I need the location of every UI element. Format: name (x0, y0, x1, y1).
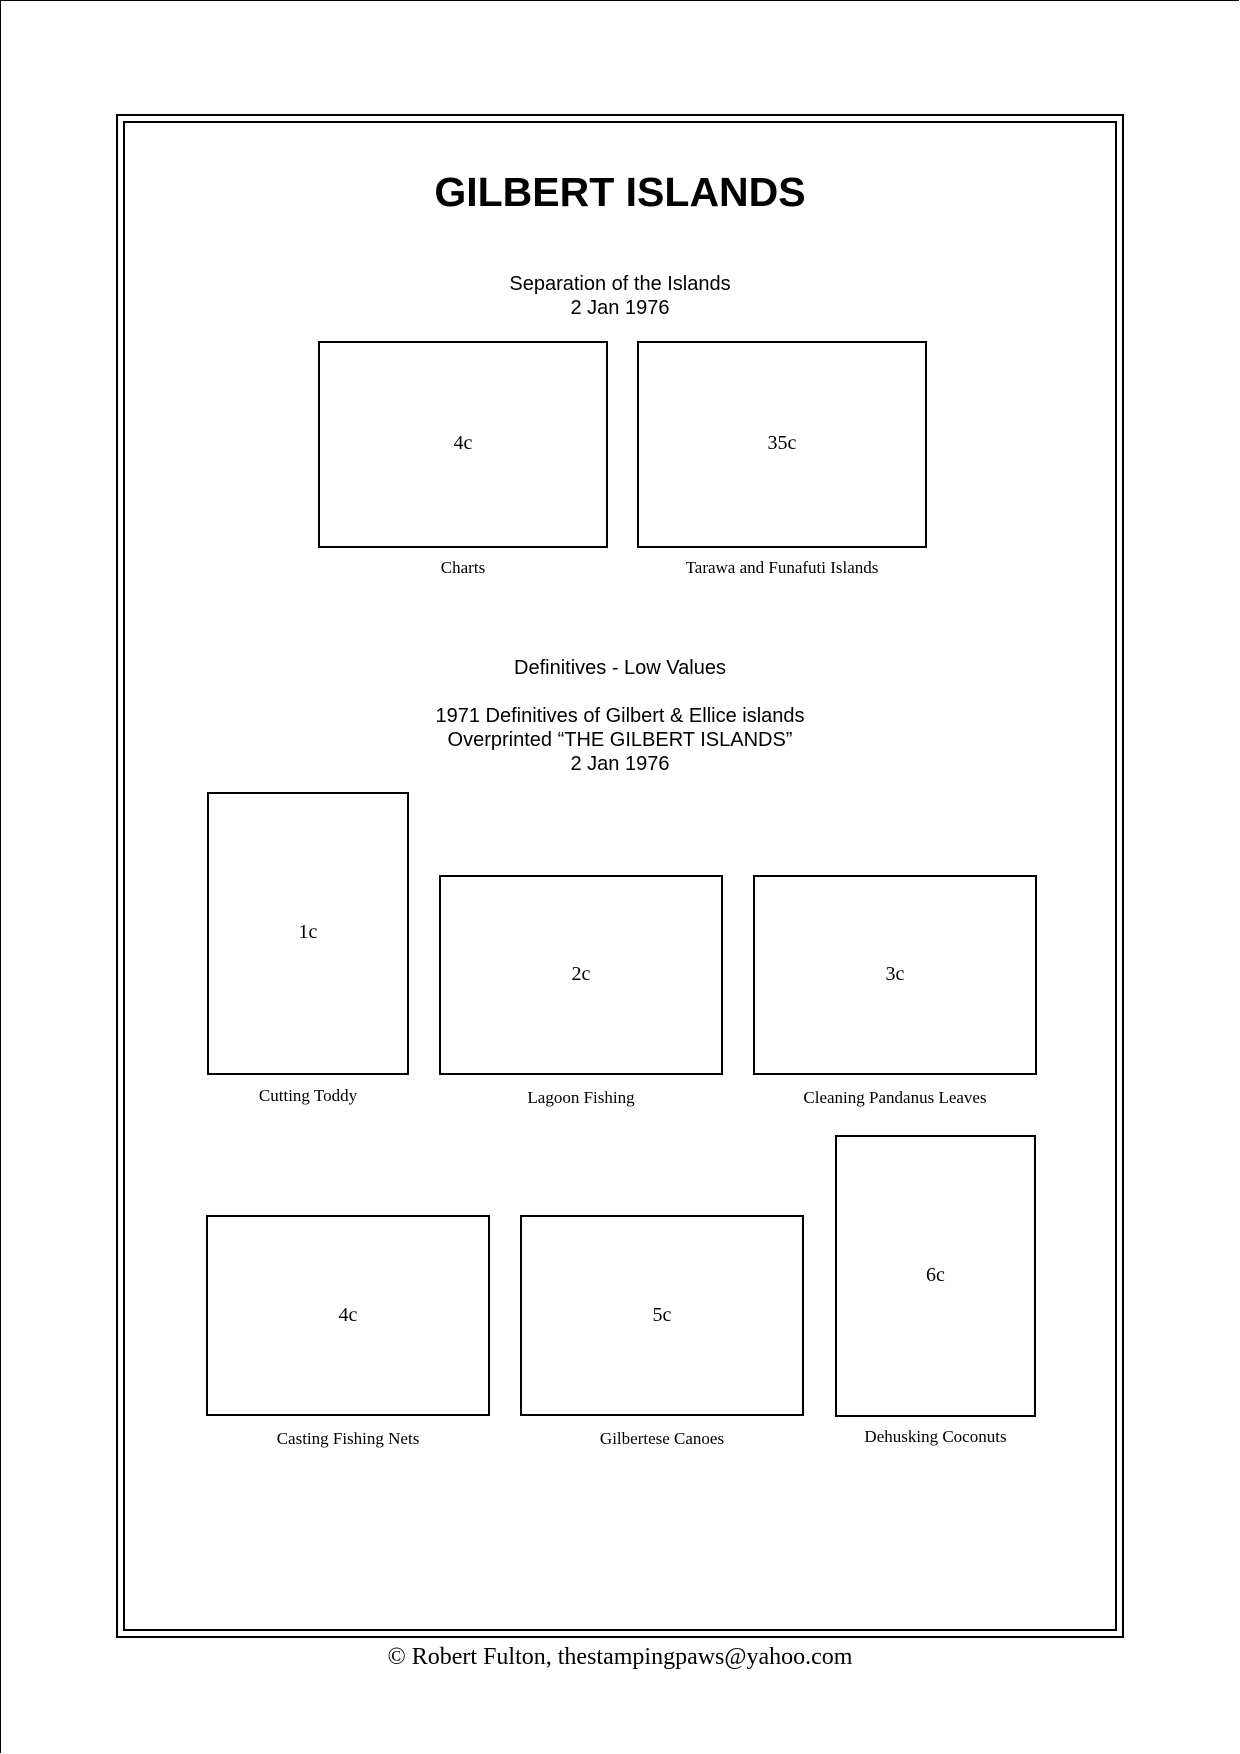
section1-heading: Separation of the Islands (509, 273, 731, 295)
stamp-mount-35c-tarawa (637, 341, 927, 548)
stamp-mount-4c-charts (318, 341, 608, 548)
stamp-caption: Tarawa and Funafuti Islands (685, 558, 879, 577)
page-title: GILBERT ISLANDS (434, 169, 806, 215)
stamp-caption: Cutting Toddy (258, 1086, 358, 1105)
stamp-value: 5c (652, 1304, 672, 1326)
stamp-mount-3c-pandanus (753, 875, 1037, 1075)
stamp-mount-2c-lagoon-fishing (439, 875, 723, 1075)
stamp-caption: Dehusking Coconuts (864, 1427, 1007, 1446)
section2-subheading-line2: Overprinted “THE GILBERT ISLANDS” (447, 729, 793, 751)
stamp-value: 4c (453, 432, 473, 454)
stamp-value: 2c (571, 963, 591, 985)
stamp-value: 35c (767, 432, 797, 454)
stamp-mount-4c-fishing-nets (206, 1215, 490, 1416)
stamp-mount-1c-cutting-toddy (207, 792, 409, 1075)
stamp-caption: Gilbertese Canoes (599, 1429, 725, 1448)
stamp-value: 3c (885, 963, 905, 985)
section2-subheading-line1: 1971 Definitives of Gilbert & Ellice islands (435, 705, 805, 727)
stamp-caption: Casting Fishing Nets (276, 1429, 420, 1448)
stamp-caption: Lagoon Fishing (527, 1088, 635, 1107)
section2-date: 2 Jan 1976 (570, 753, 670, 775)
stamp-mount-5c-canoes (520, 1215, 804, 1416)
stamp-value: 6c (926, 1264, 945, 1286)
section2-heading: Definitives - Low Values (514, 657, 726, 679)
stamp-caption: Cleaning Pandanus Leaves (803, 1088, 987, 1107)
stamp-value: 4c (338, 1304, 358, 1326)
stamp-mount-6c-coconuts (835, 1135, 1036, 1417)
stamp-caption: Charts (440, 558, 486, 577)
copyright-footer: © Robert Fulton, thestampingpaws@yahoo.com (387, 1644, 853, 1670)
stamp-value: 1c (298, 921, 318, 943)
section1-date: 2 Jan 1976 (570, 297, 670, 319)
